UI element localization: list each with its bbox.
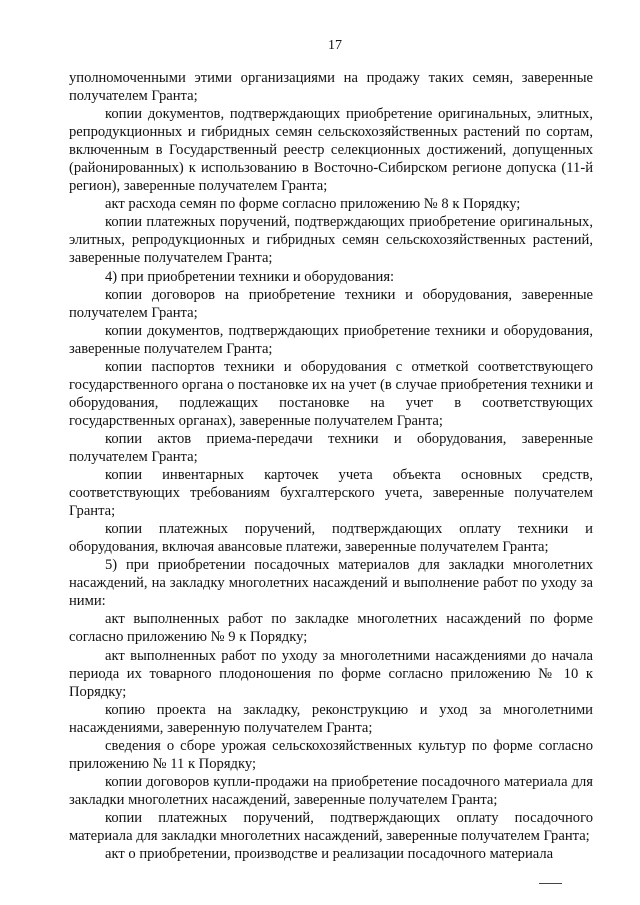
paragraph-p2: копии документов, подтверждающих приобретение оригинальных, элитных, репродукционных и гибридных семян сельскохозяйственных растений по сортам, включенным в Государственный реестр селекционных достижений, допущенных (районированных) к использованию в Восточно-Сибирском регионе допуска (11-й регион), заверенные получателем Гранта; [69,106,593,195]
paragraph-p12: 5) при приобретении посадочных материалов для закладки многолетних насаждений, на закладку многолетних насаждений и выполнение работ по уходу за ними: [69,557,593,610]
paragraph-p5: 4) при приобретении техники и оборудования: [105,268,395,285]
paragraph-p11: копии платежных поручений, подтверждающих оплату техники и оборудования, включая авансовые платежи, заверенные получателем Гранта; [69,521,593,556]
paragraph-p6: копии договоров на приобретение техники и оборудования, заверенные получателем Гранта; [69,286,593,321]
paragraph-p8: копии паспортов техники и оборудования с отметкой соответствующего государственного органа о постановке их на учет (в случае приобретения техники и оборудования, подлежащих постановке на учет в соответствующих государственных органах), заверенные получателем Гранта; [69,358,593,429]
paragraph-p4: копии платежных поручений, подтверждающих приобретение оригинальных, элитных, репродукционных и гибридных семян сельскохозяйственных растений, заверенные получателем Гранта; [69,214,593,267]
paragraph-p10: копии инвентарных карточек учета объекта основных средств, соответствующих требованиям бухгалтерского учета, заверенные получателем Гранта; [69,467,593,520]
paragraph-p3: акт расхода семян по форме согласно приложению № 8 к Порядку; [105,196,521,213]
footer-divider [539,883,562,884]
paragraph-p16: сведения о сборе урожая сельскохозяйственных культур по форме согласно приложению № 11 к Порядку; [69,737,593,772]
paragraph-p7: копии документов, подтверждающих приобретение техники и оборудования, заверенные получателем Гранта; [69,322,593,357]
paragraph-p17: копии договоров купли-продажи на приобретение посадочного материала для закладки многолетних насаждений, заверенные получателем Гранта; [69,773,593,808]
paragraph-p1: уполномоченными этими организациями на продажу таких семян, заверенные получателем Гранта; [69,70,593,105]
document-body [69,69,593,863]
paragraph-p14: акт выполненных работ по уходу за многолетними насаждениями до начала периода их товарного плодоношения по форме согласно приложению № 10 к Порядку; [69,647,593,700]
page-number: 17 [328,38,342,53]
paragraph-p13: акт выполненных работ по закладке многолетних насаждений по форме согласно приложению № 9 к Порядку; [69,611,593,646]
paragraph-p18: копии платежных поручений, подтверждающих оплату посадочного материала для закладки многолетних насаждений, заверенные получателем Гранта; [69,809,593,844]
paragraph-p19: акт о приобретении, производстве и реализации посадочного материала [105,846,554,863]
paragraph-p9: копии актов приема-передачи техники и оборудования, заверенные получателем Гранта; [69,430,593,465]
paragraph-p15: копию проекта на закладку, реконструкцию и уход за многолетними насаждениями, заверенную получателем Гранта; [69,701,593,736]
